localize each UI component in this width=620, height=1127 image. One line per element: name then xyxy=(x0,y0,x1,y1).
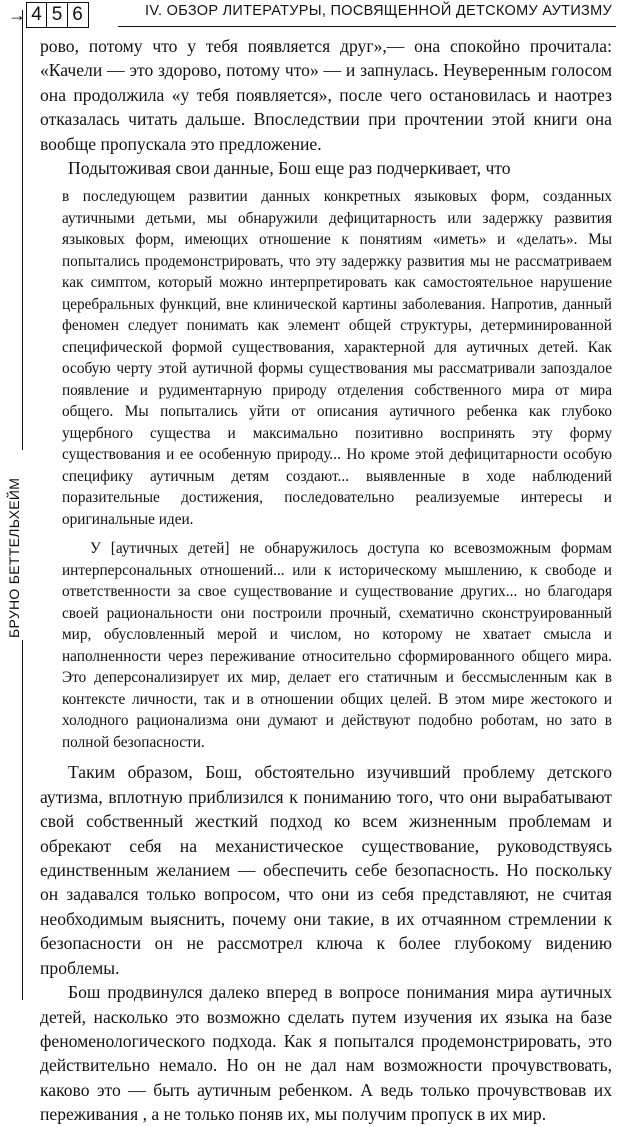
left-arrow-ornament-icon: → xyxy=(8,5,26,25)
page-body xyxy=(40,34,612,1127)
page-digit-2: 5 xyxy=(46,2,68,28)
page-number xyxy=(8,2,89,28)
paragraph-intro-quote: Подытоживая свои данные, Бош еще раз подчеркивает, что xyxy=(68,158,511,179)
page-digit-1: 4 xyxy=(26,2,48,28)
running-header-title: IV. ОБЗОР ЛИТЕРАТУРЫ, ПОСВЯЩЕННОЙ ДЕТСКОМУ АУТИЗМУ xyxy=(144,3,612,19)
paragraph-continuation: рово, потому что у тебя появляется друг»,— она спокойно прочитала: «Качели — это здорово, потому что» — и запнулась. Неуверенным голосом она продолжила «у тебя появляется», после чего остановилась и наотрез отказалась читать дальше. Впоследствии при прочтении этой книги она вообще пропускала это предложение. xyxy=(40,36,612,154)
block-quote-1: в последующем развитии данных конкретных языковых форм, созданных аутичными детьми, мы обнаружили дефицитарность или задержку развития языковых форм, имеющих отношение к понятиям «иметь» и «делать». Мы попытались продемонстрировать, что эту задержку развития мы не рассматриваем как симптом, который можно интерпретировать как самостоятельное нарушение церебральных функций, вне клинической картины заболевания. Напротив, данный феномен следует понимать как элемент общей структуры, детерминированной специфической формой существования, характерной для аутичных детей. Как особую черту этой аутичной формы существования мы рассматривали запоздалое появление и рудиментарную природу отделения собственного мира от мира общего. Мы попытались уйти от описания аутичного ребенка как глубоко ущербного существа и максимально позитивно воспринять эту форму существования и ее особенную природу... Но кроме этой дефицитарности особую специфику аутичным детям создают... выявленные в ходе наблюдений поразительные достижения, последовательно реализуемые интересы и оригинальные идеи. xyxy=(62,188,612,528)
header-divider xyxy=(118,26,616,27)
paragraph-conclusion: Таким образом, Бош, обстоятельно изучивший проблему детского аутизма, вплотную приблизился к пониманию того, что они вырабатывают свой собственный жесткий подход ко всем жизненным проблемам и обрекают себя на механистическое существование, руководствуясь единственным желанием — обеспечить себе безопасность. Но поскольку он задавался только вопросом, что они из себя представляют, не считая необходимым выяснить, почему они такие, в их отчаянном стремлении к безопасности он не рассмотрел ключа к более глубокому видению проблемы. xyxy=(40,762,612,978)
page-digit-3: 6 xyxy=(67,2,89,28)
paragraph-final: Бош продвинулся далеко вперед в вопросе понимания мира аутичных детей, насколько это возможно сделать путем изучения их языка на базе феноменологического подхода. Как я попытался продемонстрировать, это действительно немало. Но он не дал нам возможности прочувствовать, каково это — быть аутичным ребенком. А ведь только прочувствовав их переживания , а не только поняв их, мы получим пропуск в их мир. xyxy=(40,982,612,1125)
side-divider-top xyxy=(22,10,23,450)
side-divider-bottom xyxy=(22,640,23,1000)
running-side-author: БРУНО БЕТТЕЛЬХЕЙМ xyxy=(6,477,22,638)
block-quote-2: У [аутичных детей] не обнаружилось доступа ко всевозможным формам интерперсональных отношений... или к историческому мышлению, к свободе и ответственности за свое существование и существование других... но благодаря своей рациональности они построили прочный, схематично сконструированный мир, обусловленный мерой и числом, но которому не хватает смысла и наполненности через переживание относительно сформированного общего мира. Это деперсонализирует их мир, делает его статичным и бессмысленным как в контексте личности, так и в отношении общих целей. В этом мире жестокого и холодного рационализма они думают и действуют подобно роботам, но зато в полной безопасности. xyxy=(62,540,612,751)
